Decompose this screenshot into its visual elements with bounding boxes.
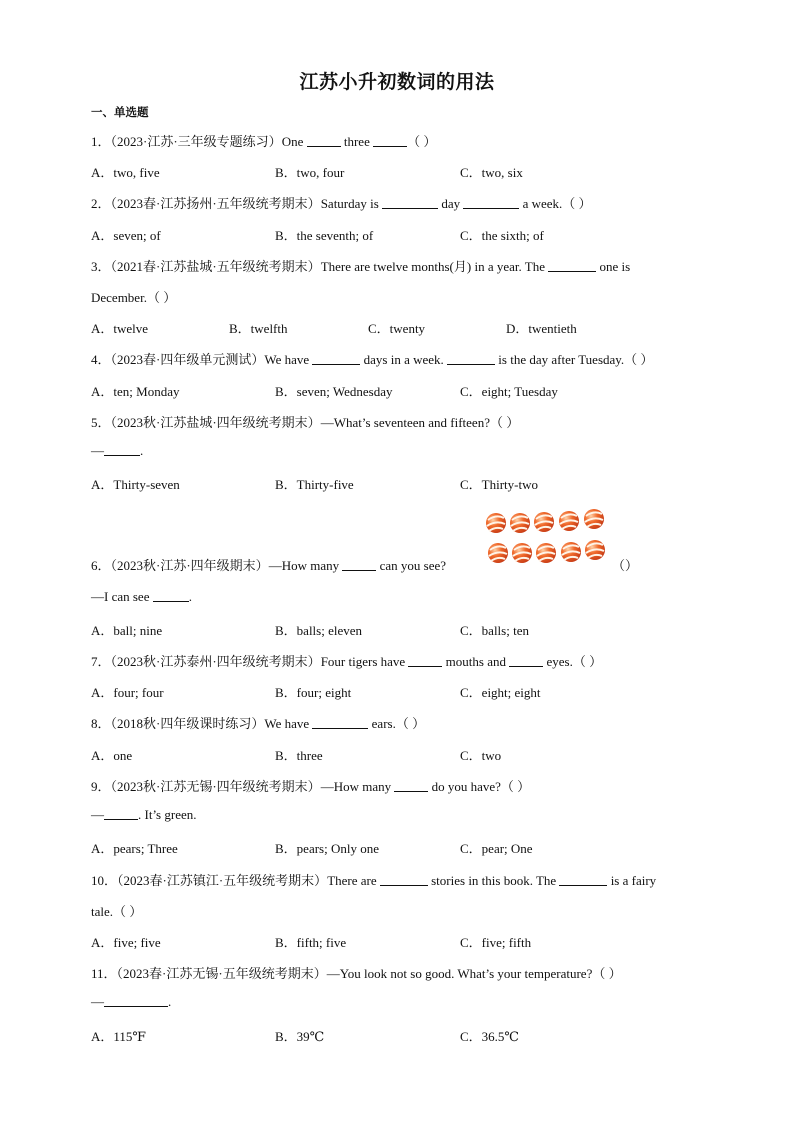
answer-blank	[342, 558, 376, 571]
answer-blank	[373, 134, 407, 147]
option-d: D．twentieth	[506, 321, 577, 336]
answer-blank	[380, 873, 428, 886]
section-heading: 一、单选题	[91, 105, 149, 119]
answer-blank	[104, 807, 138, 820]
answer-blank	[312, 352, 360, 365]
answer-blank	[153, 589, 189, 602]
option-a: A．two, five	[91, 165, 160, 180]
question-10: 10．（2023春·江苏镇江·五年级统考期末）There are stories in this book. The is a fairy	[91, 873, 657, 888]
option-a: A．pears; Three	[91, 841, 178, 856]
option-c: C．Thirty-two	[460, 477, 538, 492]
question-8: 8．（2018秋·四年级课时练习）We have ears.（ ）	[91, 716, 426, 731]
answer-blank	[463, 196, 519, 209]
option-c: C．twenty	[368, 321, 426, 336]
answer-blank	[382, 196, 438, 209]
option-c: C．two, six	[460, 165, 523, 180]
question-3: 3．（2021春·江苏盐城·五年级统考期末）There are twelve months(月) in a year. The one is	[91, 259, 631, 274]
question-3-cont: December.（ ）	[91, 290, 177, 305]
answer-blank	[509, 654, 543, 667]
option-c: C．36.5℃	[460, 1029, 519, 1044]
question-9: 9．（2023秋·江苏无锡·四年级统考期末）—How many do you have?（ ）	[91, 779, 531, 794]
question-7: 7．（2023秋·江苏泰州·四年级统考期末）Four tigers have mouths and eyes.（ ）	[91, 654, 603, 669]
answer-blank	[307, 134, 341, 147]
answer-blank	[394, 779, 428, 792]
page-title: 江苏小升初数词的用法	[299, 71, 495, 93]
option-c: C．eight; eight	[460, 685, 541, 700]
option-a: A．ball; nine	[91, 623, 163, 638]
option-a: A．115℉	[91, 1029, 147, 1044]
question-6-cont: —I can see .	[91, 589, 192, 604]
option-c: C．the sixth; of	[460, 228, 544, 243]
answer-blank	[312, 716, 368, 729]
option-c: C．five; fifth	[460, 935, 532, 950]
question-2: 2．（2023春·江苏扬州·五年级统考期末）Saturday is day a week.（ ）	[91, 196, 592, 211]
option-b: B．the seventh; of	[275, 228, 374, 243]
ball-row-top	[486, 509, 604, 533]
option-c: C．two	[460, 748, 502, 763]
option-c: C．eight; Tuesday	[460, 384, 558, 399]
option-b: B．fifth; five	[275, 935, 347, 950]
option-a: A．ten; Monday	[91, 384, 180, 399]
option-b: B．pears; Only one	[275, 841, 379, 856]
answer-blank	[447, 352, 495, 365]
question-5-cont: — .	[91, 443, 144, 458]
answer-blank	[104, 994, 168, 1007]
option-c: C．pear; One	[460, 841, 533, 856]
question-9-cont: — . It’s green.	[91, 807, 197, 822]
ball-row-bottom	[488, 540, 605, 563]
balls-image	[484, 508, 608, 568]
question-6-paren: （）	[612, 558, 639, 573]
answer-blank	[408, 654, 442, 667]
option-c: C．balls; ten	[460, 623, 529, 638]
option-a: A．five; five	[91, 935, 161, 950]
option-a: A．twelve	[91, 321, 149, 336]
question-10-cont: tale.（ ）	[91, 904, 143, 919]
option-a: A．seven; of	[91, 228, 161, 243]
answer-blank	[548, 259, 596, 272]
option-b: B．seven; Wednesday	[275, 384, 393, 399]
option-b: B．Thirty-five	[275, 477, 354, 492]
option-b: B．two, four	[275, 165, 345, 180]
question-11-cont: — .	[91, 994, 172, 1009]
option-b: B．twelfth	[229, 321, 288, 336]
option-a: A．four; four	[91, 685, 164, 700]
answer-blank	[104, 443, 140, 456]
question-5: 5．（2023秋·江苏盐城·四年级统考期末）—What’s seventeen and fifteen?（ ）	[91, 415, 520, 430]
question-4: 4．（2023春·四年级单元测试）We have days in a week. is the day after Tuesday.（ ）	[91, 352, 654, 367]
option-a: A．Thirty-seven	[91, 477, 180, 492]
option-b: B．balls; eleven	[275, 623, 363, 638]
option-b: B．39℃	[275, 1029, 325, 1044]
question-1: 1．（2023·江苏·三年级专题练习）One three （ ）	[91, 134, 437, 149]
option-b: B．four; eight	[275, 685, 352, 700]
option-b: B．three	[275, 748, 323, 763]
question-6: 6．（2023秋·江苏·四年级期末）—How many can you see?	[91, 558, 447, 573]
answer-blank	[559, 873, 607, 886]
question-11: 11．（2023春·江苏无锡·五年级统考期末）—You look not so good. What’s your temperature?（ ）	[91, 966, 622, 981]
option-a: A．one	[91, 748, 133, 763]
